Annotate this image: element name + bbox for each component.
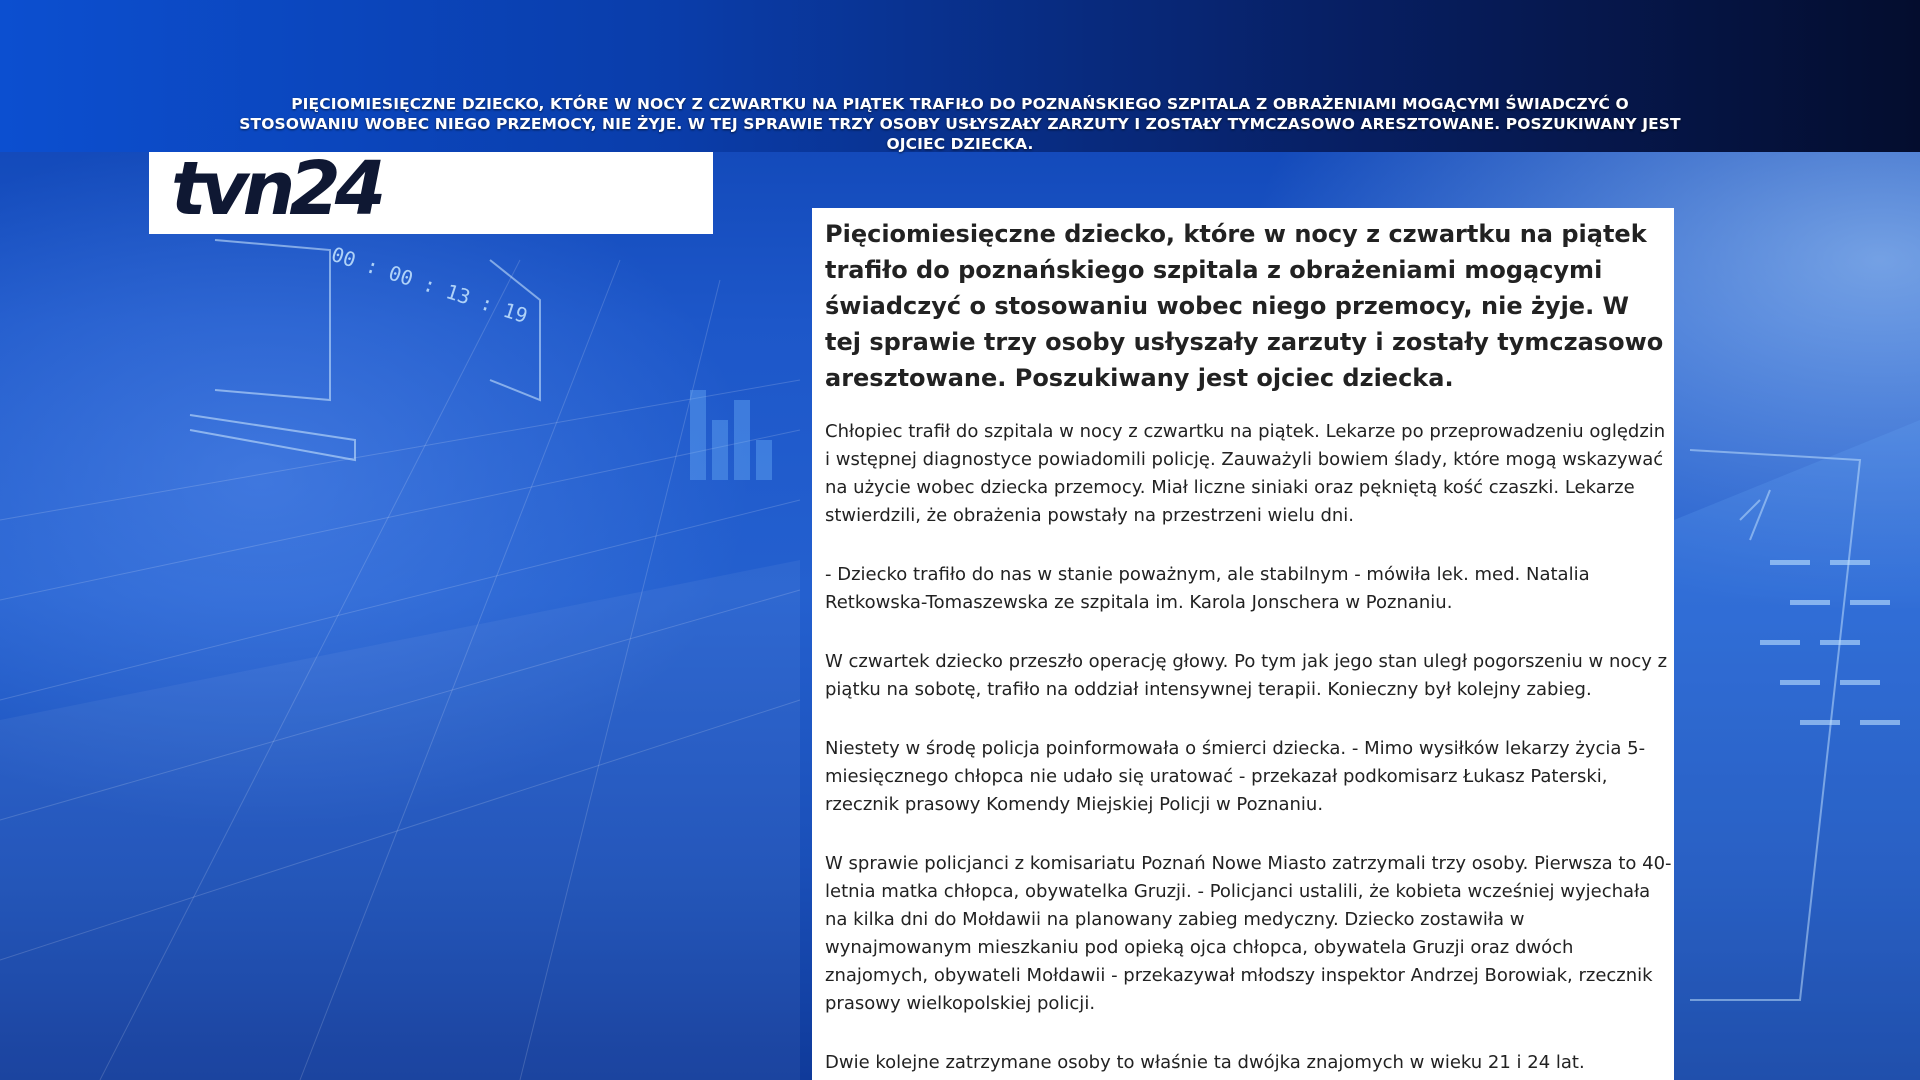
article-paragraph: Dwie kolejne zatrzymane osoby to właśnie ta dwójka znajomych w wieku 21 i 24 lat. [825, 1052, 1585, 1073]
article-paragraph: W sprawie policjanci z komisariatu Poznań Nowe Miasto zatrzymali trzy osoby. Pierwsza to 40-letnia matka chłopca, obywatelka Gruzji. - Policjanci ustalili, że kobieta wcześniej wyjechała na kilka dni do Mołdawii na planowany zabieg medyczny. Dziecko zostawiła w wynajmowanym mieszkaniu pod opieką ojca chłopca, obywatela Gruzji oraz dwóch znajomych, obywateli Mołdawii - przekazywał młodszy inspektor Andrzej Borowiak, rzecznik prasowy wielkopolskiej policji. [825, 853, 1672, 1014]
article-paragraph: - Dziecko trafiło do nas w stanie poważnym, ale stabilnym - mówiła lek. med. Natalia Retkowska-Tomaszewska ze szpitala im. Karola Jonschera w Poznaniu. [825, 564, 1590, 613]
article-panel [812, 208, 1674, 1080]
article-paragraph: Niestety w środę policja poinformowała o śmierci dziecka. - Mimo wysiłków lekarzy życia 5-miesięcznego chłopca nie udało się uratować - przekazał podkomisarz Łukasz Paterski, rzecznik prasowy Komendy Miejskiej Policji w Poznaniu. [825, 738, 1646, 815]
article-paragraph: Chłopiec trafił do szpitala w nocy z czwartku na piątek. Lekarze po przeprowadzeniu oględzin i wstępnej diagnostyce powiadomili policję. Zauważyli bowiem ślady, które mogą wskazywać na użycie wobec dziecka przemocy. Miał liczne siniaki oraz pękniętą kość czaszki. Lekarze stwierdzili, że obrażenia powstały na przestrzeni wielu dni. [825, 421, 1666, 526]
clock-digits: 00 : 00 : 13 : 19 [328, 241, 531, 329]
article-paragraph: W czwartek dziecko przeszło operację głowy. Po tym jak jego stan uległ pogorszeniu w nocy z piątku na sobotę, trafiło na oddział intensywnej terapii. Konieczny był kolejny zabieg. [825, 651, 1668, 700]
article-lead: Pięciomiesięczne dziecko, które w nocy z czwartku na piątek trafiło do poznańskiego szpitala z obrażeniami mogącymi świadczyć o stosowaniu wobec niego przemocy, nie żyje. W tej sprawie trzy osoby usłyszały zarzuty i zostały tymczasowo aresztowane. Poszukiwany jest ojciec dziecka. [825, 220, 1664, 392]
logo-panel [149, 146, 713, 234]
tvn24-logo: tvn24 [171, 146, 381, 232]
headline-ticker: PIĘCIOMIESIĘCZNE DZIECKO, KTÓRE W NOCY Z CZWARTKU NA PIĄTEK TRAFIŁO DO POZNAŃSKIEGO SZPITALA Z OBRAŻENIAMI MOGĄCYMI ŚWIADCZYĆ O STOSOWANIU WOBEC NIEGO PRZEMOCY, NIE ŻYJE. W TEJ SPRAWIE TRZY OSOBY USŁYSZAŁY ZARZUTY I ZOSTAŁY TYMCZASOWO ARESZTOWANE. POSZUKIWANY JEST OJCIEC DZIECKA. [239, 95, 1681, 153]
